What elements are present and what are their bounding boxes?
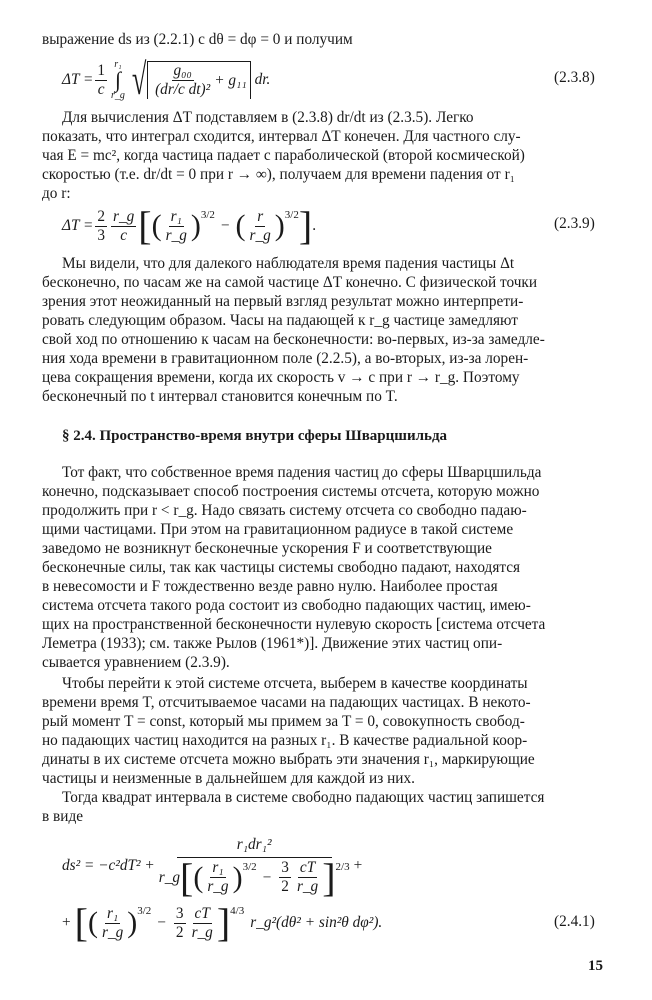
plus: + [62,914,71,932]
three-halves [174,905,186,942]
text-line: ровать следующим образом. Часы на падающей к r_g частице замедляют [42,312,518,329]
r1: r₁ [212,859,224,876]
rg: r_g [191,923,213,941]
eq-den: c [97,80,105,98]
text-line: Тогда квадрат интервала в системе свободно падающих частиц запишется [62,789,545,806]
minus: − [220,217,230,235]
rg: r_g [101,923,124,941]
period: . [312,217,317,235]
bracket-close: ] [322,854,336,900]
equation-number: (2.3.8) [554,69,595,86]
rg: r_g [296,878,319,895]
integral [111,59,125,101]
cT: cT [194,904,210,922]
equation-number: (2.4.1) [554,913,595,930]
text-line: времени время T, отсчитываемое часами на падающих частицах. В некото- [42,694,531,711]
cT: cT [299,859,316,876]
int-upper: r₁ [114,59,122,70]
den-3: 3 [97,226,106,244]
minus: − [262,868,272,886]
paren-open: ( [87,906,98,939]
eq-lhs: ΔT = [62,217,94,235]
num-3: 3 [175,904,184,922]
g00: g₀₀ [173,62,192,79]
text-line: сывается уравнением (2.3.9). [42,654,230,671]
exponent: 3/2 [200,209,215,221]
exponent: 3/2 [242,860,257,873]
text-line: Для вычисления ΔT подставляем в (2.3.8) dr/dt из (2.3.5). Легко [62,109,474,126]
g00-fraction [153,62,212,99]
dr-c-dt: (dr/c dt)² [155,81,211,98]
r1: r₁ [106,904,119,922]
text-line: Мы видели, что для далекого наблюдателя время падения частицы Δt [62,255,515,272]
eq-fraction [111,208,136,245]
text-line: до r: [42,185,71,202]
paren-open: ( [151,209,162,242]
c: c [120,226,128,244]
paren-close: ) [127,906,138,939]
integral-sign: ∫ [114,67,121,92]
text-line: частицы и неизменные в дальнейшем для каждой из них. [42,770,415,787]
text-line: заведомо не возникнут бесконечные ускорения F и соответствующие [42,540,492,557]
den-2: 2 [281,878,289,895]
section-heading: § 2.4. Пространство-время внутри сферы Шварцшильда [62,428,448,444]
text-line: скоростью (т.е. dr/dt = 0 при r → ∞), получаем для времени падения от r₁ [42,166,515,183]
text-line: бесконечные силы, так как частицы системы свободно падают, находятся [42,559,521,576]
equation-2-3-8 [62,52,270,108]
bracket-close: ] [298,203,313,248]
paren-open: ( [235,209,246,242]
big-fraction [159,835,350,898]
text-line: Чтобы перейти к этой системе отсчета, выберем в качестве координаты [62,675,528,692]
text-line: бесконечный по t интервал становится конечным по T. [42,388,398,405]
page-number: 15 [588,958,603,974]
eq-dr: dr. [254,71,271,89]
text-line: система отсчета такого рода состоит из свободно падающих частиц, имею- [42,597,531,614]
text-line: конечно, подсказывает способ построения системы отсчета, которую можно [42,483,540,500]
text-line: зрения этот неожиданный на первый взгляд результат можно интерпрети- [42,293,524,310]
r1-rg-fraction [100,905,125,942]
text-line: в невесомости и F тождественно везде равно нулю. Наиболее простая [42,578,498,595]
text-line: но падающих частиц находится на разных r₁. В качестве радиальной коор- [42,732,528,749]
plus-g11: + g₁₁ [214,71,247,89]
rg: r_g [249,226,271,244]
minus: − [157,914,166,932]
text-line: цева сокращения времени, когда их скорость v → c при r → r_g. Поэтому [42,369,520,386]
eq-lhs: ds² = −c²dT² + [62,857,155,875]
text-line: динаты в их системе отсчета можно выбрать эти значения r₁, маркирующие [42,751,535,768]
exponent: 3/2 [284,209,299,221]
r1: r₁ [170,207,182,225]
text-line: выражение ds из (2.2.1) c dθ = dφ = 0 и получим [42,31,353,48]
text-line: бесконечно, по часам же на самой частице ΔT конечно. С физической точки [42,274,538,291]
paren-close: ) [274,209,285,242]
bracket-open: [ [180,854,194,900]
text-line: щими частицами. При этом на гравитационном радиусе в такой системе [42,521,514,538]
ct-rg-fraction [190,905,215,942]
eq-num: 1 [97,61,106,79]
bracket-open: [ [74,900,88,945]
text-line: продолжить при r < r_g. Надо связать систему отсчета со свободно падаю- [42,502,527,519]
three-halves [279,859,291,896]
eq-lhs: ΔT = [62,71,94,89]
equation-2-4-1-line2 [62,898,382,948]
plus: + [353,857,363,875]
text-line: Леметра (1933); см. также Рылов (1961*)]. Движение этих частиц опи- [42,635,503,652]
sqrt-body [147,61,251,99]
rg: r_g [158,868,180,886]
sqrt-sign: √ [131,55,147,104]
text-line: Тот факт, что собственное время падения частиц до сферы Шварцшильда [62,464,542,481]
text-line: свой ход по отношению к часам на бесконечности: во-первых, из-за замедле- [42,331,545,348]
fraction-numerator: r₁dr₁² [177,835,332,858]
paren-close: ) [232,860,243,894]
r1-rg-fraction [164,208,189,245]
eq-fraction [95,62,107,99]
exponent: 3/2 [137,905,152,917]
text-line: щих на пространственной бесконечности нулевую скорость [система отсчета [42,616,546,633]
num-3: 3 [281,859,289,876]
rg: r_g [165,226,187,244]
text-line: ния хода времени в гравитационном поле (2.2.5), а во-вторых, из-за лорен- [42,350,529,367]
equation-2-4-1-line1 [62,830,362,902]
eq-tail: r_g²(dθ² + sin²θ dφ²). [250,914,383,932]
text-line: в виде [42,808,84,825]
num-2: 2 [97,207,106,225]
text-line: показать, что интеграл сходится, интервал ΔT конечен. Для частного слу- [42,128,521,145]
int-lower: r_g [111,90,125,101]
text-line: чая E = mc², когда частица падает с параболической (второй космической) [42,147,525,164]
den-2: 2 [175,923,184,941]
paren-open: ( [193,860,204,894]
r-rg-fraction [248,208,273,245]
r: r [257,207,264,225]
paren-close: ) [190,209,201,242]
exponent: 2/3 [335,860,350,873]
equation-2-3-9 [62,200,316,252]
rg: r_g [113,207,135,225]
exponent: 4/3 [230,905,245,917]
ct-rg-fraction [295,859,320,896]
fraction-denominator [158,854,350,900]
bracket-open: [ [138,203,152,248]
text-line: рый момент T = const, который мы примем за T = 0, совокупность свобод- [42,713,525,730]
bracket-close: ] [216,900,231,945]
r1-rg-fraction [205,859,230,896]
eq-fraction [95,208,107,245]
rg: r_g [207,878,229,895]
equation-number: (2.3.9) [554,215,595,232]
